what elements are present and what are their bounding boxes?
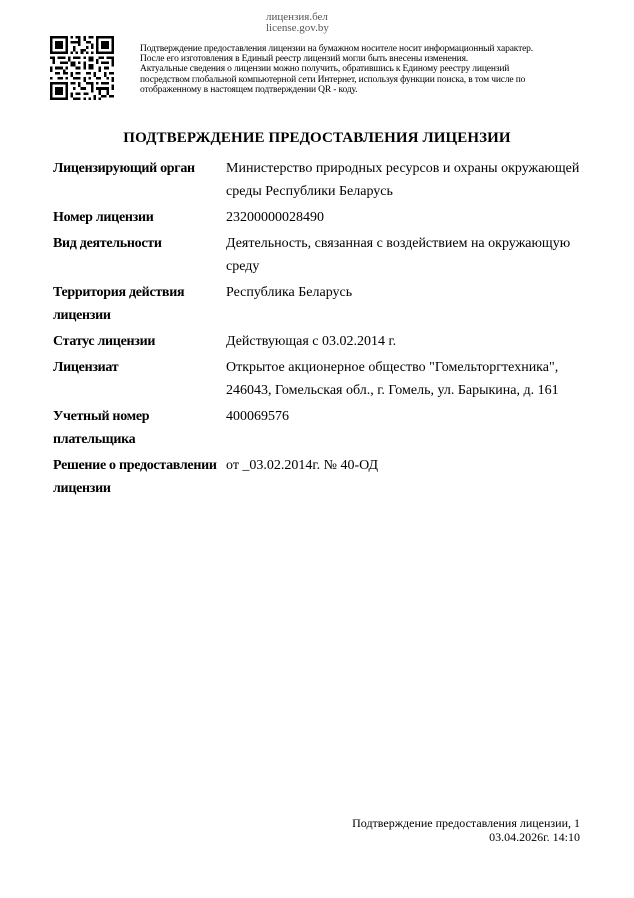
footer-page-label: Подтверждение предоставления лицензии, 1 (352, 816, 580, 830)
site-url-latin: license.gov.by (266, 22, 329, 34)
field-label: Учетный номер плательщика (53, 409, 150, 447)
field-taxpayer-number (53, 405, 593, 451)
notice-line: Актуальные сведения о лицензии можно получить, обратившись к Единому реестру лицензий (140, 64, 510, 75)
field-licensing-authority (53, 157, 593, 203)
field-label: Вид деятельности (53, 236, 162, 251)
field-value: Открытое акционерное общество "Гомельторгтехника", 246043, Гомельская обл., г. Гомель, ул. Барыкина, д. 161 (226, 360, 559, 398)
license-fields (53, 157, 593, 503)
field-licensee (53, 356, 593, 402)
field-value: от _03.02.2014г. № 40-ОД (226, 458, 379, 473)
footer-timestamp: 03.04.2026г. 14:10 (489, 829, 580, 844)
site-urls (266, 12, 329, 34)
field-license-decision (53, 454, 593, 500)
document-title: ПОДТВЕРЖДЕНИЕ ПРЕДОСТАВЛЕНИЯ ЛИЦЕНЗИИ (123, 130, 511, 146)
field-activity-type (53, 232, 593, 278)
notice-line: После его изготовления в Единый реестр лицензий могли быть внесены изменения. (140, 54, 469, 65)
field-label: Лицензирующий орган (53, 161, 195, 176)
site-url-cyrillic: лицензия.бел (266, 11, 328, 23)
informational-notice (140, 44, 610, 95)
notice-line: посредством глобальной компьютерной сети Интернет, используя функции поиска, в том числе по (140, 74, 526, 85)
field-license-number (53, 206, 593, 229)
field-territory (53, 281, 593, 327)
page-footer (352, 817, 580, 844)
field-value: 400069576 (226, 409, 289, 424)
field-label: Статус лицензии (53, 334, 156, 349)
field-value: 23200000028490 (226, 210, 324, 225)
notice-line: Подтверждение предоставления лицензии на бумажном носителе носит информационный характер. (140, 44, 533, 54)
field-value: Действующая с 03.02.2014 г. (226, 334, 397, 349)
field-value: Деятельность, связанная с воздействием на окружающую среду (226, 236, 571, 274)
field-label: Решение о предоставлении лицензии (53, 458, 217, 496)
field-value: Республика Беларусь (226, 285, 353, 300)
notice-line: отображенному в настоящем подтверждении QR - коду. (140, 84, 358, 95)
field-label: Номер лицензии (53, 210, 154, 225)
field-label: Лицензиат (53, 360, 119, 375)
field-license-status (53, 330, 593, 353)
field-label: Территория действия лицензии (53, 285, 185, 323)
qr-code-icon (50, 36, 114, 100)
field-value: Министерство природных ресурсов и охраны окружающей среды Республики Беларусь (226, 161, 580, 199)
